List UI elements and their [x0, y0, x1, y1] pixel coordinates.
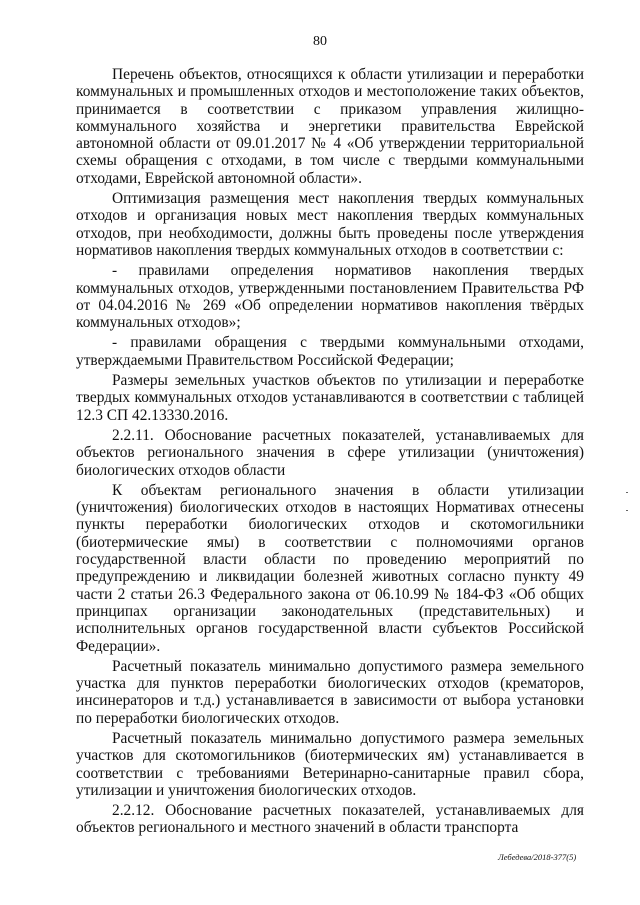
list-item-handling-rules: - правилами обращения с твердыми коммунальными отходами, утверждаемыми Правительством Российской Федерации;	[76, 334, 584, 369]
page-number: 80	[313, 34, 327, 49]
executor-signature: Лебедева/2018-377(5)	[498, 852, 577, 862]
paragraph-processing-points-indicator: Расчетный показатель минимально допустимого размера земельного участка для пунктов переработки биологических отходов (крематоров, инсинераторов и т.д.) устанавливается в зависимости от выбора установки по переработки биологических отходов.	[76, 657, 584, 727]
document-body	[76, 66, 584, 840]
margin-mark	[626, 510, 628, 511]
margin-mark	[626, 492, 628, 493]
paragraph-cattle-burial-indicator: Расчетный показатель минимально допустимого размера земельных участков для скотомогильников (биотермических ям) устанавливается в соответствии с требованиями Ветеринарно-санитарные правил сбора, утилизации и уничтожения биологических отходов.	[76, 729, 584, 799]
paragraph-regional-objects: К объектам регионального значения в области утилизации (уничтожения) биологических отходов в настоящих Нормативах отнесены пункты переработки биологических отходов и скотомогильники (биотермические ямы) в соответствии с полномочиями органов государственной власти области по проведению мероприятий по предупреждению и ликвидации болезней животных согласно пункту 49 части 2 статьи 26.3 Федерального закона от 06.10.99 № 184-ФЗ «Об общих принципах организации законодательных (представительных) и исполнительных органов государственной власти субъектов Российской Федерации».	[76, 481, 584, 655]
section-heading-2-2-12: 2.2.12. Обоснование расчетных показателей, устанавливаемых для объектов регионального и местного значений в области транспорта	[76, 802, 584, 837]
section-heading-2-2-11: 2.2.11. Обоснование расчетных показателей, устанавливаемых для объектов регионального значения в сфере утилизации (уничтожения) биологических отходов области	[76, 426, 584, 479]
paragraph-waste-objects-list: Перечень объектов, относящихся к области утилизации и переработки коммунальных и промышленных отходов и местоположение таких объектов, принимается в соответствии с приказом управления жилищно-коммунального хозяйства и энергетики правительства Еврейской автономной области от 09.01.2017 № 4 «Об утверждении территориальной схемы обращения с отходами, в том числе с твердыми коммунальными отходами, Еврейской автономной области».	[76, 66, 584, 187]
list-item-determination-rules: - правилами определения нормативов накопления твердых коммунальных отходов, утвержденными постановлением Правительства РФ от 04.04.2016 № 269 «Об определении нормативов накопления твёрдых коммунальных отходов»;	[76, 262, 584, 332]
paragraph-land-plot-sizes: Размеры земельных участков объектов по утилизации и переработке твердых коммунальных отходов устанавливаются в соответствии с таблицей 12.3 СП 42.13330.2016.	[76, 372, 584, 424]
paragraph-optimization: Оптимизация размещения мест накопления твердых коммунальных отходов и организация новых мест накопления твердых коммунальных отходов, при необходимости, должны быть проведены после утверждения нормативов накопления твердых коммунальных отходов в соответствии с:	[76, 190, 584, 259]
